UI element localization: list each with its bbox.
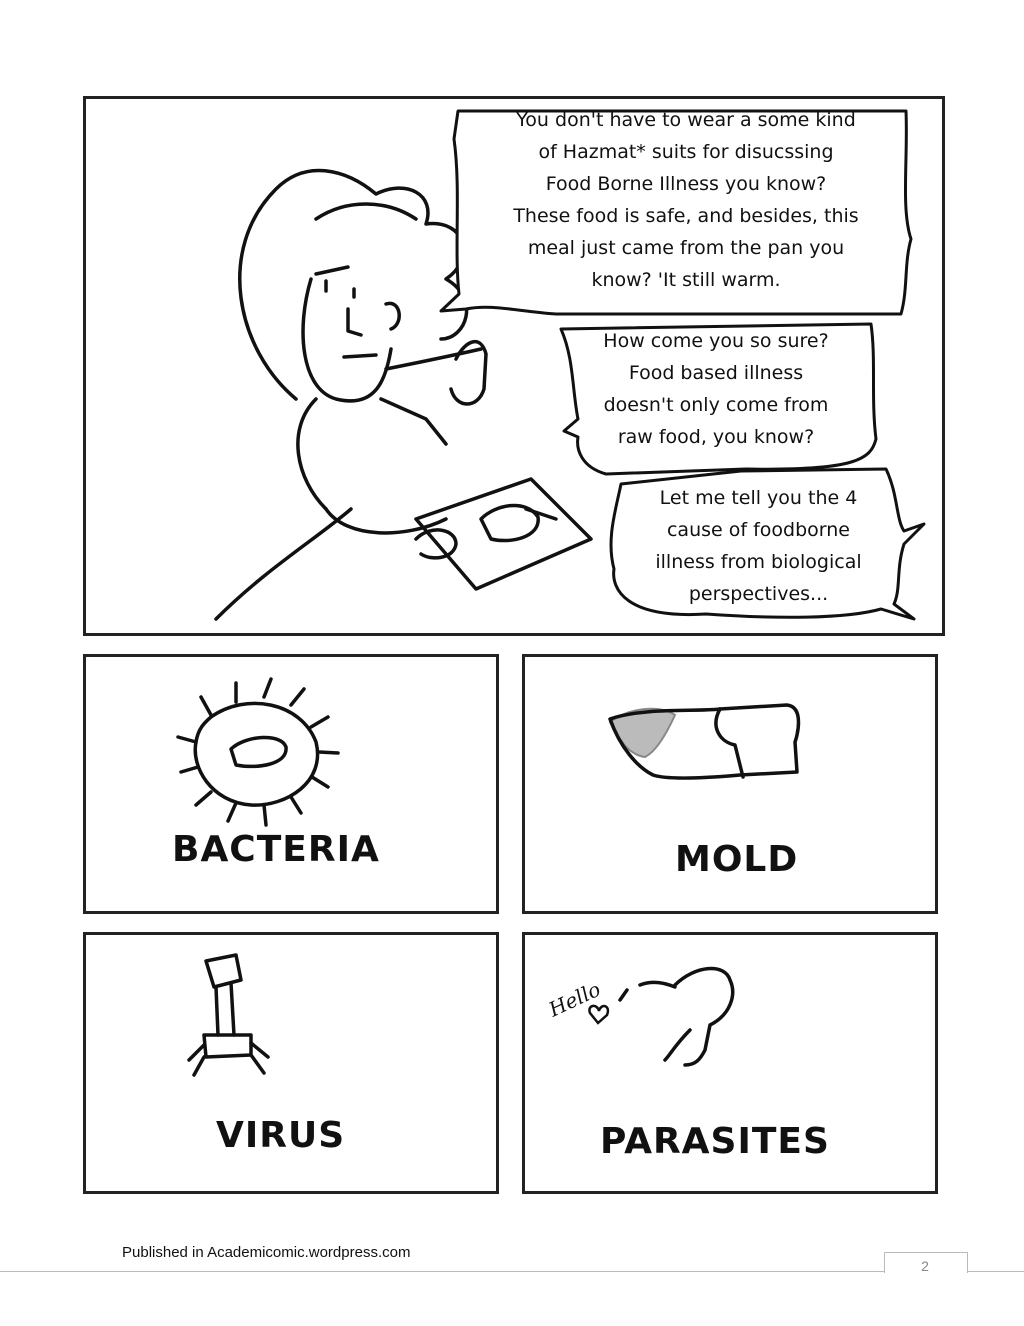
- mold-panel: [522, 654, 938, 914]
- parasites-panel: [522, 932, 938, 1194]
- bacteria-label: BACTERIA: [172, 829, 380, 870]
- page-number: 2: [921, 1258, 929, 1274]
- hello-text: Hello: [544, 976, 605, 1022]
- bacteria-drawing: [86, 657, 502, 917]
- footer-published-text: Published in Academicomic.wordpress.com: [122, 1244, 411, 1261]
- virus-label: VIRUS: [216, 1115, 346, 1156]
- parasites-label: PARASITES: [600, 1121, 830, 1162]
- speech-bubble-1: You don't have to wear a some kind of Hazmat* suits for disucssing Food Borne Illness you know? These food is safe, and besides, this meal just came from the pan you know? 'It still warm.: [513, 109, 859, 291]
- mold-label: MOLD: [675, 839, 799, 880]
- virus-panel: [83, 932, 499, 1194]
- speech-bubble-3: Let me tell you the 4 cause of foodborne illness from biological perspectives...: [655, 487, 862, 605]
- main-comic-panel: [83, 96, 945, 636]
- speech-bubble-2: How come you so sure? Food based illness doesn't only come from raw food, you know?: [603, 330, 829, 448]
- virus-drawing: [86, 935, 502, 1197]
- bacteria-panel: [83, 654, 499, 914]
- footer-rule: [0, 1271, 1024, 1272]
